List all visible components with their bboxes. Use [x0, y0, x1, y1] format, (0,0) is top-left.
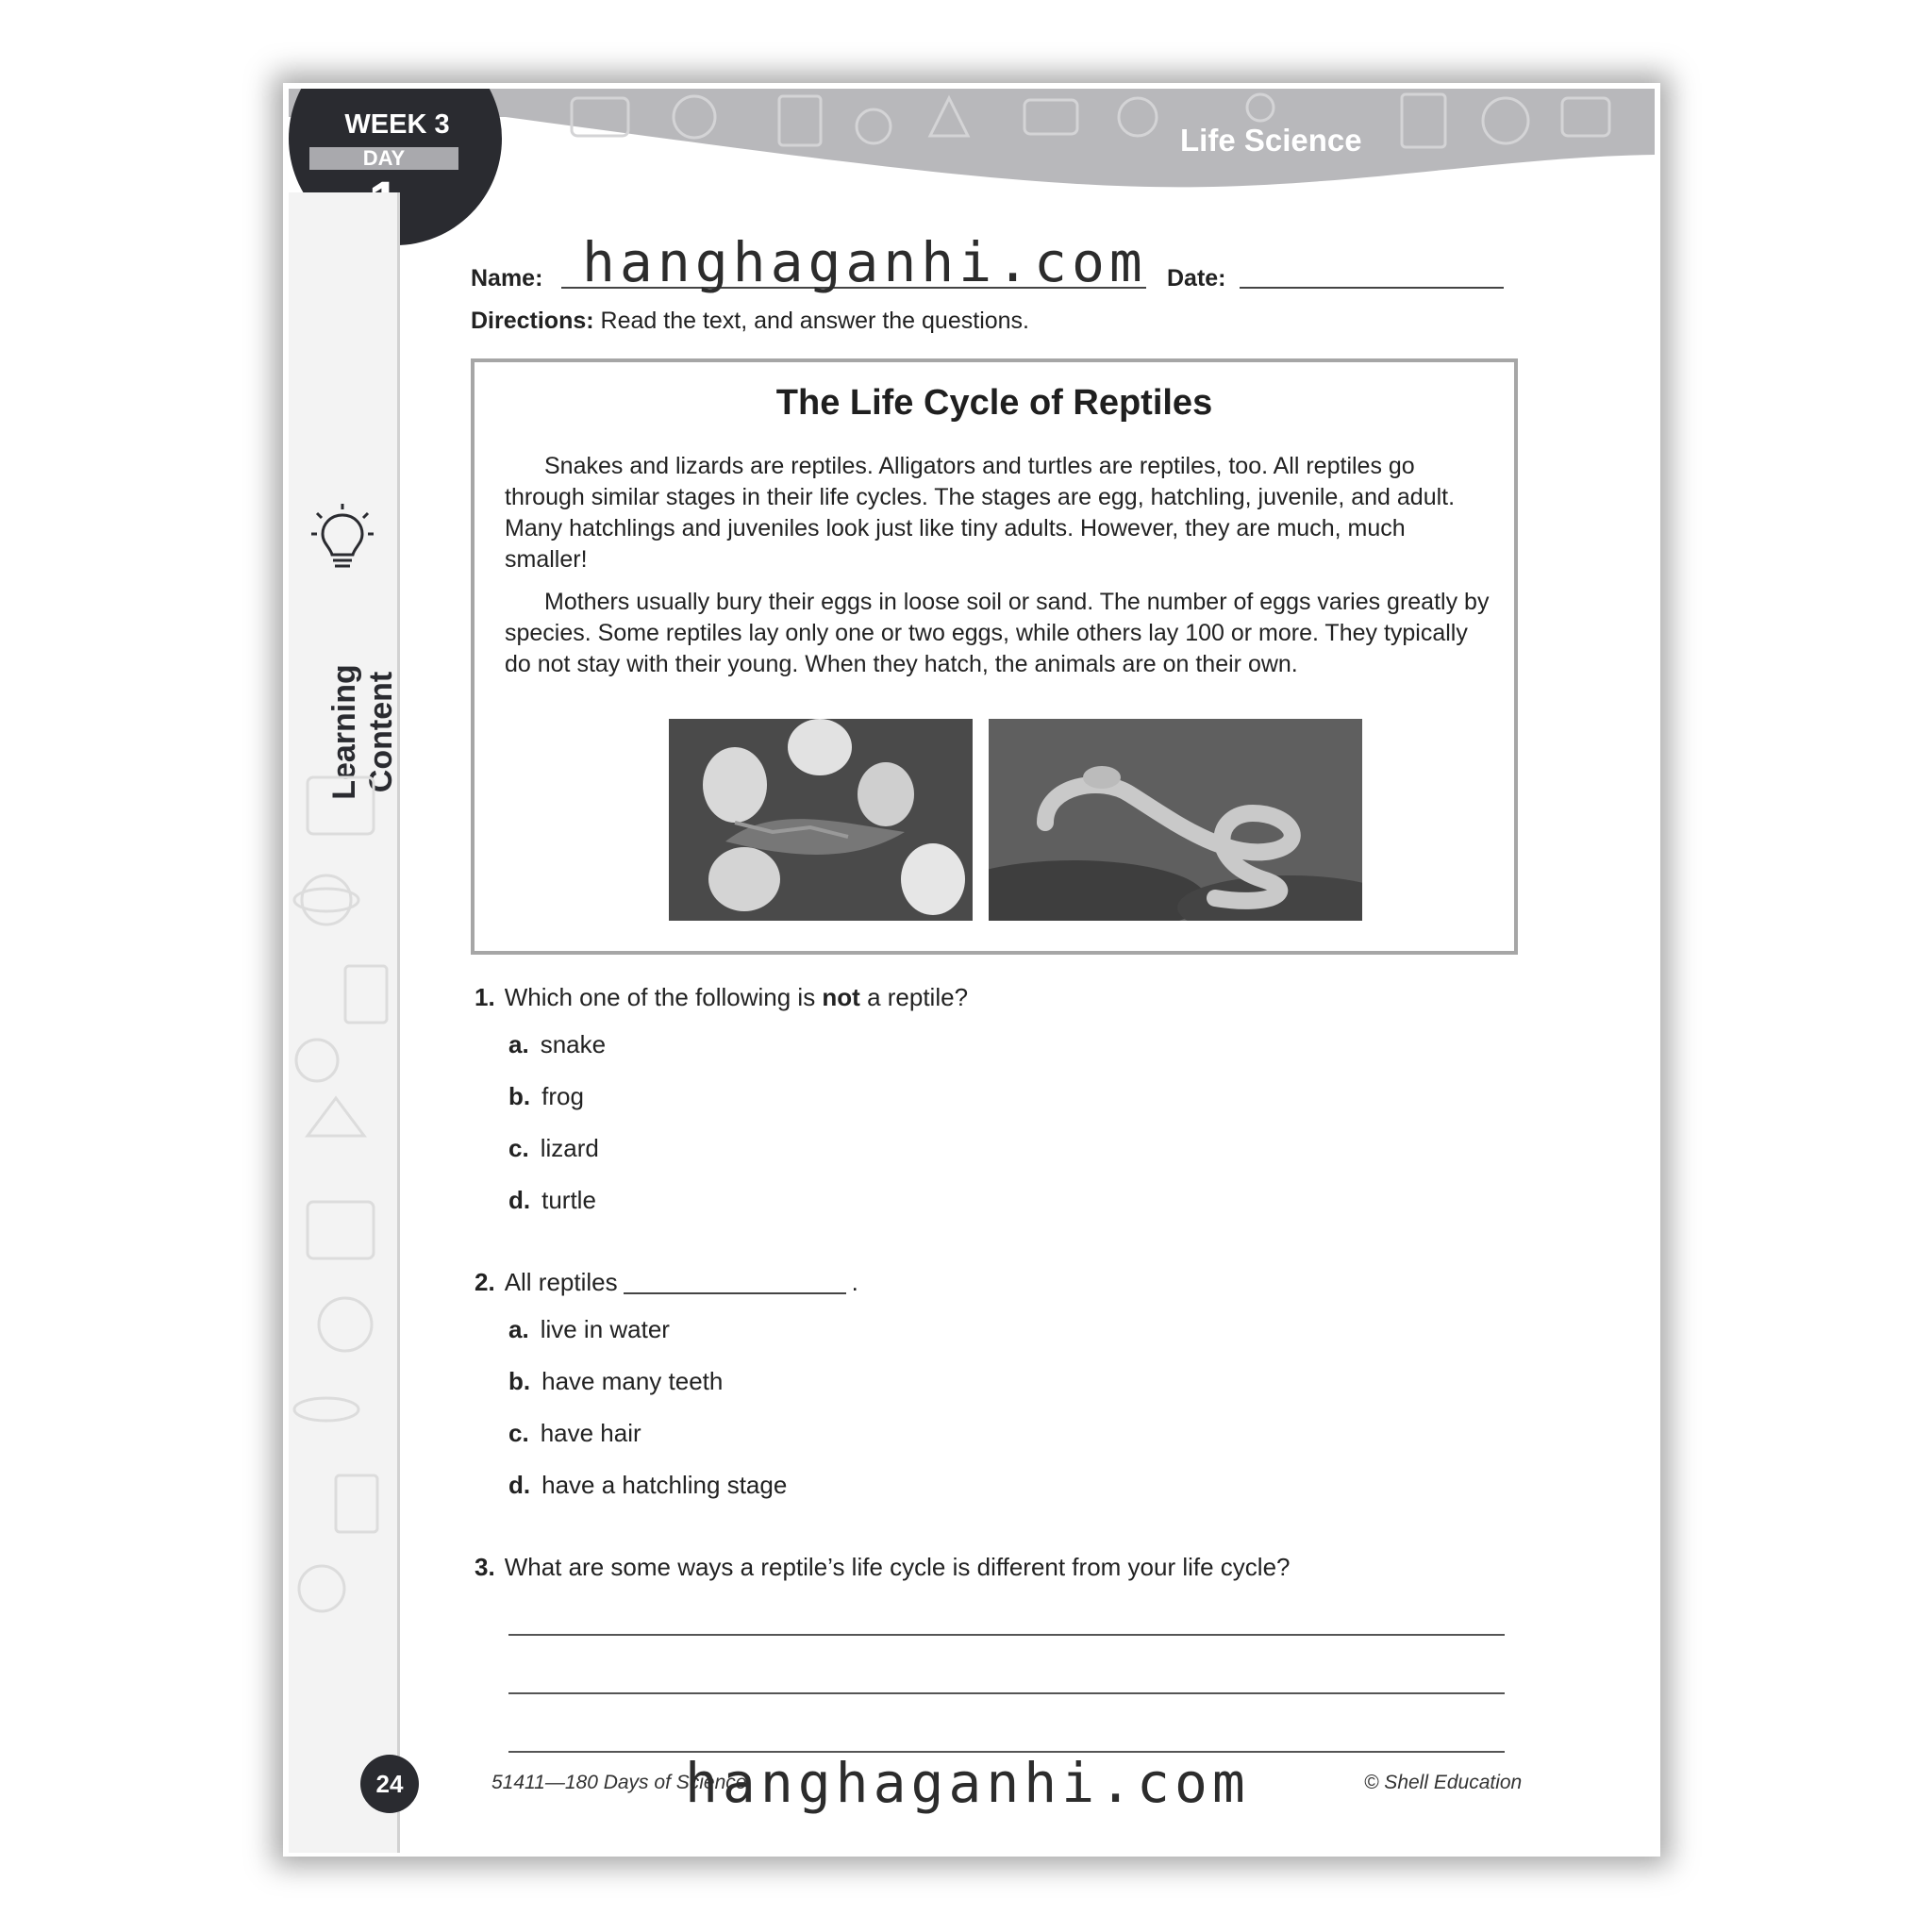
q1-option-a[interactable] [508, 1030, 606, 1059]
q1-option-c[interactable] [508, 1134, 599, 1163]
question-2-text-after: . [851, 1268, 858, 1296]
option-letter: d. [508, 1186, 531, 1214]
option-text: have hair [540, 1419, 641, 1447]
q2-option-c[interactable] [508, 1419, 641, 1448]
left-sidebar [289, 192, 400, 1853]
option-text: have many teeth [541, 1367, 724, 1395]
option-letter: c. [508, 1419, 529, 1447]
answer-line-1[interactable] [508, 1634, 1505, 1636]
q2-option-a[interactable] [508, 1315, 670, 1344]
day-label: DAY [309, 147, 458, 170]
passage-paragraph-1: Snakes and lizards are reptiles. Alligators and turtles are reptiles, too. All reptiles go through similar stages in their life cycles. The stages are egg, hatchling, juvenile, and adult. Many hatchlings and juveniles look just like tiny adults. However, they are much, much smaller! [505, 453, 1456, 573]
option-letter: a. [508, 1315, 529, 1343]
option-letter: d. [508, 1471, 531, 1499]
hatchling-eggs-photo [669, 719, 973, 921]
question-1-text-after: a reptile? [859, 983, 969, 1011]
subject-title: Life Science [1180, 123, 1362, 158]
snake-photo [989, 719, 1362, 921]
passage-paragraph-2: Mothers usually bury their eggs in loose soil or sand. The number of eggs varies greatly by species. Some reptiles lay only one or two eggs, while others lay 100 or more. They typically do not stay with their young. When they hatch, the animals are on their own. [505, 589, 1490, 677]
option-text: live in water [540, 1315, 670, 1343]
footer-watermark: hanghaganhi.com [685, 1751, 1250, 1815]
question-2-number: 2. [475, 1268, 495, 1296]
question-2-blank[interactable] [624, 1292, 846, 1294]
date-field[interactable] [1240, 287, 1504, 289]
footer-book-code: 51411—180 Days of Science [491, 1772, 747, 1793]
name-watermark: hanghaganhi.com [582, 230, 1147, 294]
question-2-text-before: All reptiles [504, 1268, 618, 1296]
page-number: 24 [360, 1755, 419, 1813]
footer-copyright: © Shell Education [1364, 1772, 1523, 1793]
directions [471, 308, 1029, 335]
option-text: have a hatchling stage [541, 1471, 788, 1499]
date-label: Date: [1167, 265, 1226, 291]
option-letter: b. [508, 1367, 531, 1395]
answer-line-2[interactable] [508, 1692, 1505, 1694]
lightbulb-icon [309, 502, 375, 574]
worksheet-page [289, 89, 1655, 1853]
option-letter: c. [508, 1134, 529, 1162]
sidebar-section-label: Learning Content [326, 664, 399, 800]
option-text: frog [541, 1082, 584, 1110]
option-text: snake [540, 1030, 607, 1058]
reading-passage-box [471, 358, 1518, 955]
question-1-number: 1. [475, 983, 495, 1011]
sidebar-doodles [289, 758, 397, 1702]
directions-text: Read the text, and answer the questions. [593, 308, 1029, 334]
option-text: lizard [540, 1134, 599, 1162]
q1-option-b[interactable] [508, 1082, 584, 1111]
option-text: turtle [541, 1186, 596, 1214]
q2-option-d[interactable] [508, 1471, 787, 1500]
question-3-number: 3. [475, 1553, 495, 1581]
option-letter: b. [508, 1082, 531, 1110]
directions-bold: Directions: [471, 308, 594, 334]
week-label: WEEK 3 [344, 109, 450, 140]
question-2 [475, 1268, 858, 1297]
question-1 [475, 983, 968, 1012]
question-1-text-bold: not [822, 983, 860, 1011]
name-label: Name: [471, 265, 543, 291]
question-3 [475, 1553, 1291, 1582]
q1-option-d[interactable] [508, 1186, 596, 1215]
option-letter: a. [508, 1030, 529, 1058]
question-3-text: What are some ways a reptile’s life cycle is different from your life cycle? [504, 1553, 1291, 1581]
question-1-text-before: Which one of the following is [504, 983, 823, 1011]
name-date-row [471, 230, 1603, 296]
q2-option-b[interactable] [508, 1367, 723, 1396]
passage-title: The Life Cycle of Reptiles [775, 383, 1213, 423]
